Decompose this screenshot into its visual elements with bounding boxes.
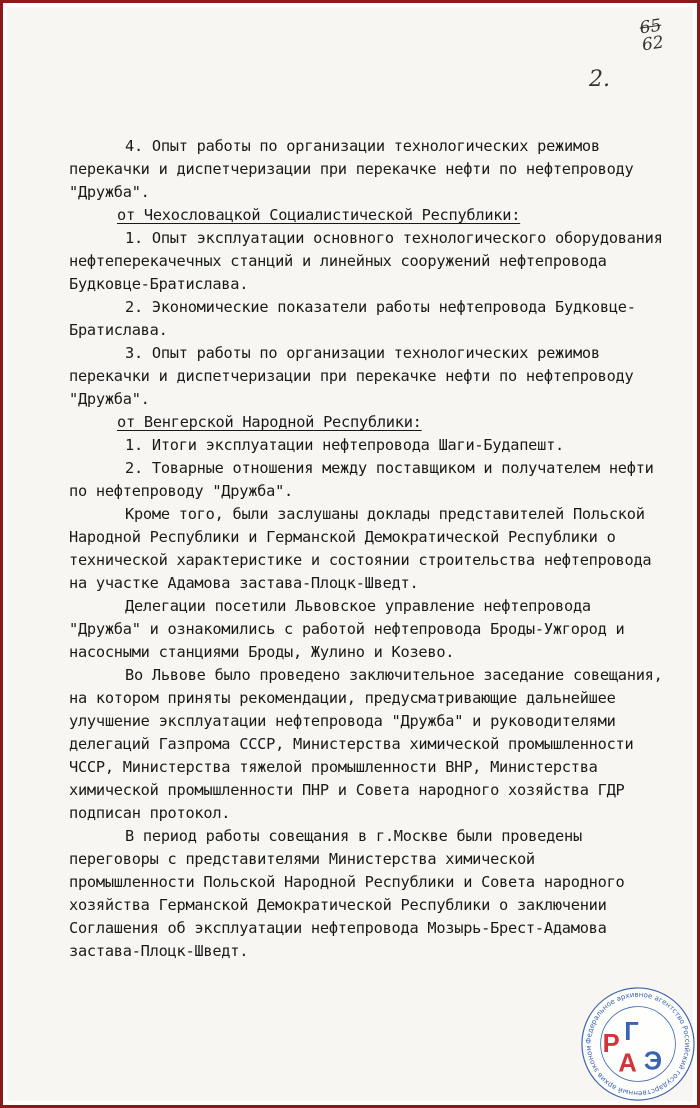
stamp-ring-text: Федеральное архивное агентство Российский государственный архив эконом xyxy=(583,989,693,1099)
section-heading-text: от Чехословацкой Социалистической Республики: xyxy=(117,206,521,224)
paragraph: Кроме того, были заслушаны доклады представителей Польской Народной Республики и Германской Демократической Республики о технической характеристике и состоянии строительства нефтепровода на участке Адамова застава-Плоцк-Шведт. xyxy=(69,505,652,592)
paragraph: 2. Товарные отношения между поставщиком и получателем нефти по нефтепроводу "Дружба". xyxy=(69,459,654,500)
archive-stamp-logo xyxy=(579,985,697,1103)
page-number: 2. xyxy=(589,67,610,92)
document-body xyxy=(69,135,669,963)
archive-sheet-number xyxy=(638,15,666,56)
section-heading xyxy=(69,411,669,434)
svg-text:А: А xyxy=(618,1049,637,1078)
svg-text:Р: Р xyxy=(602,1029,620,1058)
archive-stamp-svg xyxy=(579,985,697,1103)
paragraph: 1. Итоги эксплуатации нефтепровода Шаги-Будапешт. xyxy=(125,436,565,454)
svg-text:Г: Г xyxy=(624,1018,639,1047)
document-page xyxy=(7,7,693,1101)
svg-text:Э: Э xyxy=(643,1047,663,1076)
paragraph: 1. Опыт эксплуатации основного технологического оборудования нефтеперекачечных станций и линейных сооружений нефтепровода Будковце-Братислава. xyxy=(69,229,663,293)
paragraph: В период работы совещания в г.Москве были проведены переговоры с представителями Министерства химической промышленности Польской Народной Республики и Совета народного хозяйства Германской Демократической Республики о заключении Соглашения об эксплуатации нефтепровода Мозырь-Брест-Адамова застава-Плоцк-Шведт. xyxy=(69,827,625,960)
paragraph: Делегации посетили Львовское управление нефтепровода "Дружба" и ознакомились с работой нефтепровода Броды-Ужгород и насосными станциями Броды, Жулино и Козево. xyxy=(69,597,625,661)
section-heading xyxy=(69,204,669,227)
archive-number-new: 62 xyxy=(641,32,666,56)
paragraph: Во Львове было проведено заключительное заседание совещания, на котором приняты рекомендации, предусматривающие дальнейшее улучшение эксплуатации нефтепровода "Дружба" и руководителями делегаций Газпрома СССР, Министерства химической промышленности ЧССР, Министерства тяжелой промышленности ВНР, Министерства химической промышленности ПНР и Совета народного хозяйства ГДР подписан протокол. xyxy=(69,666,663,822)
paragraph: 3. Опыт работы по организации технологических режимов перекачки и диспетчеризации при перекачке нефти по нефтепроводу "Дружба". xyxy=(69,344,634,408)
archive-number-old: 65 xyxy=(638,15,664,39)
section-heading-text: от Венгерской Народной Республики: xyxy=(117,413,422,431)
paragraph: 4. Опыт работы по организации технологических режимов перекачки и диспетчеризации при перекачке нефти по нефтепроводу "Дружба". xyxy=(69,137,634,201)
paragraph: 2. Экономические показатели работы нефтепровода Будковце-Братислава. xyxy=(69,298,636,339)
